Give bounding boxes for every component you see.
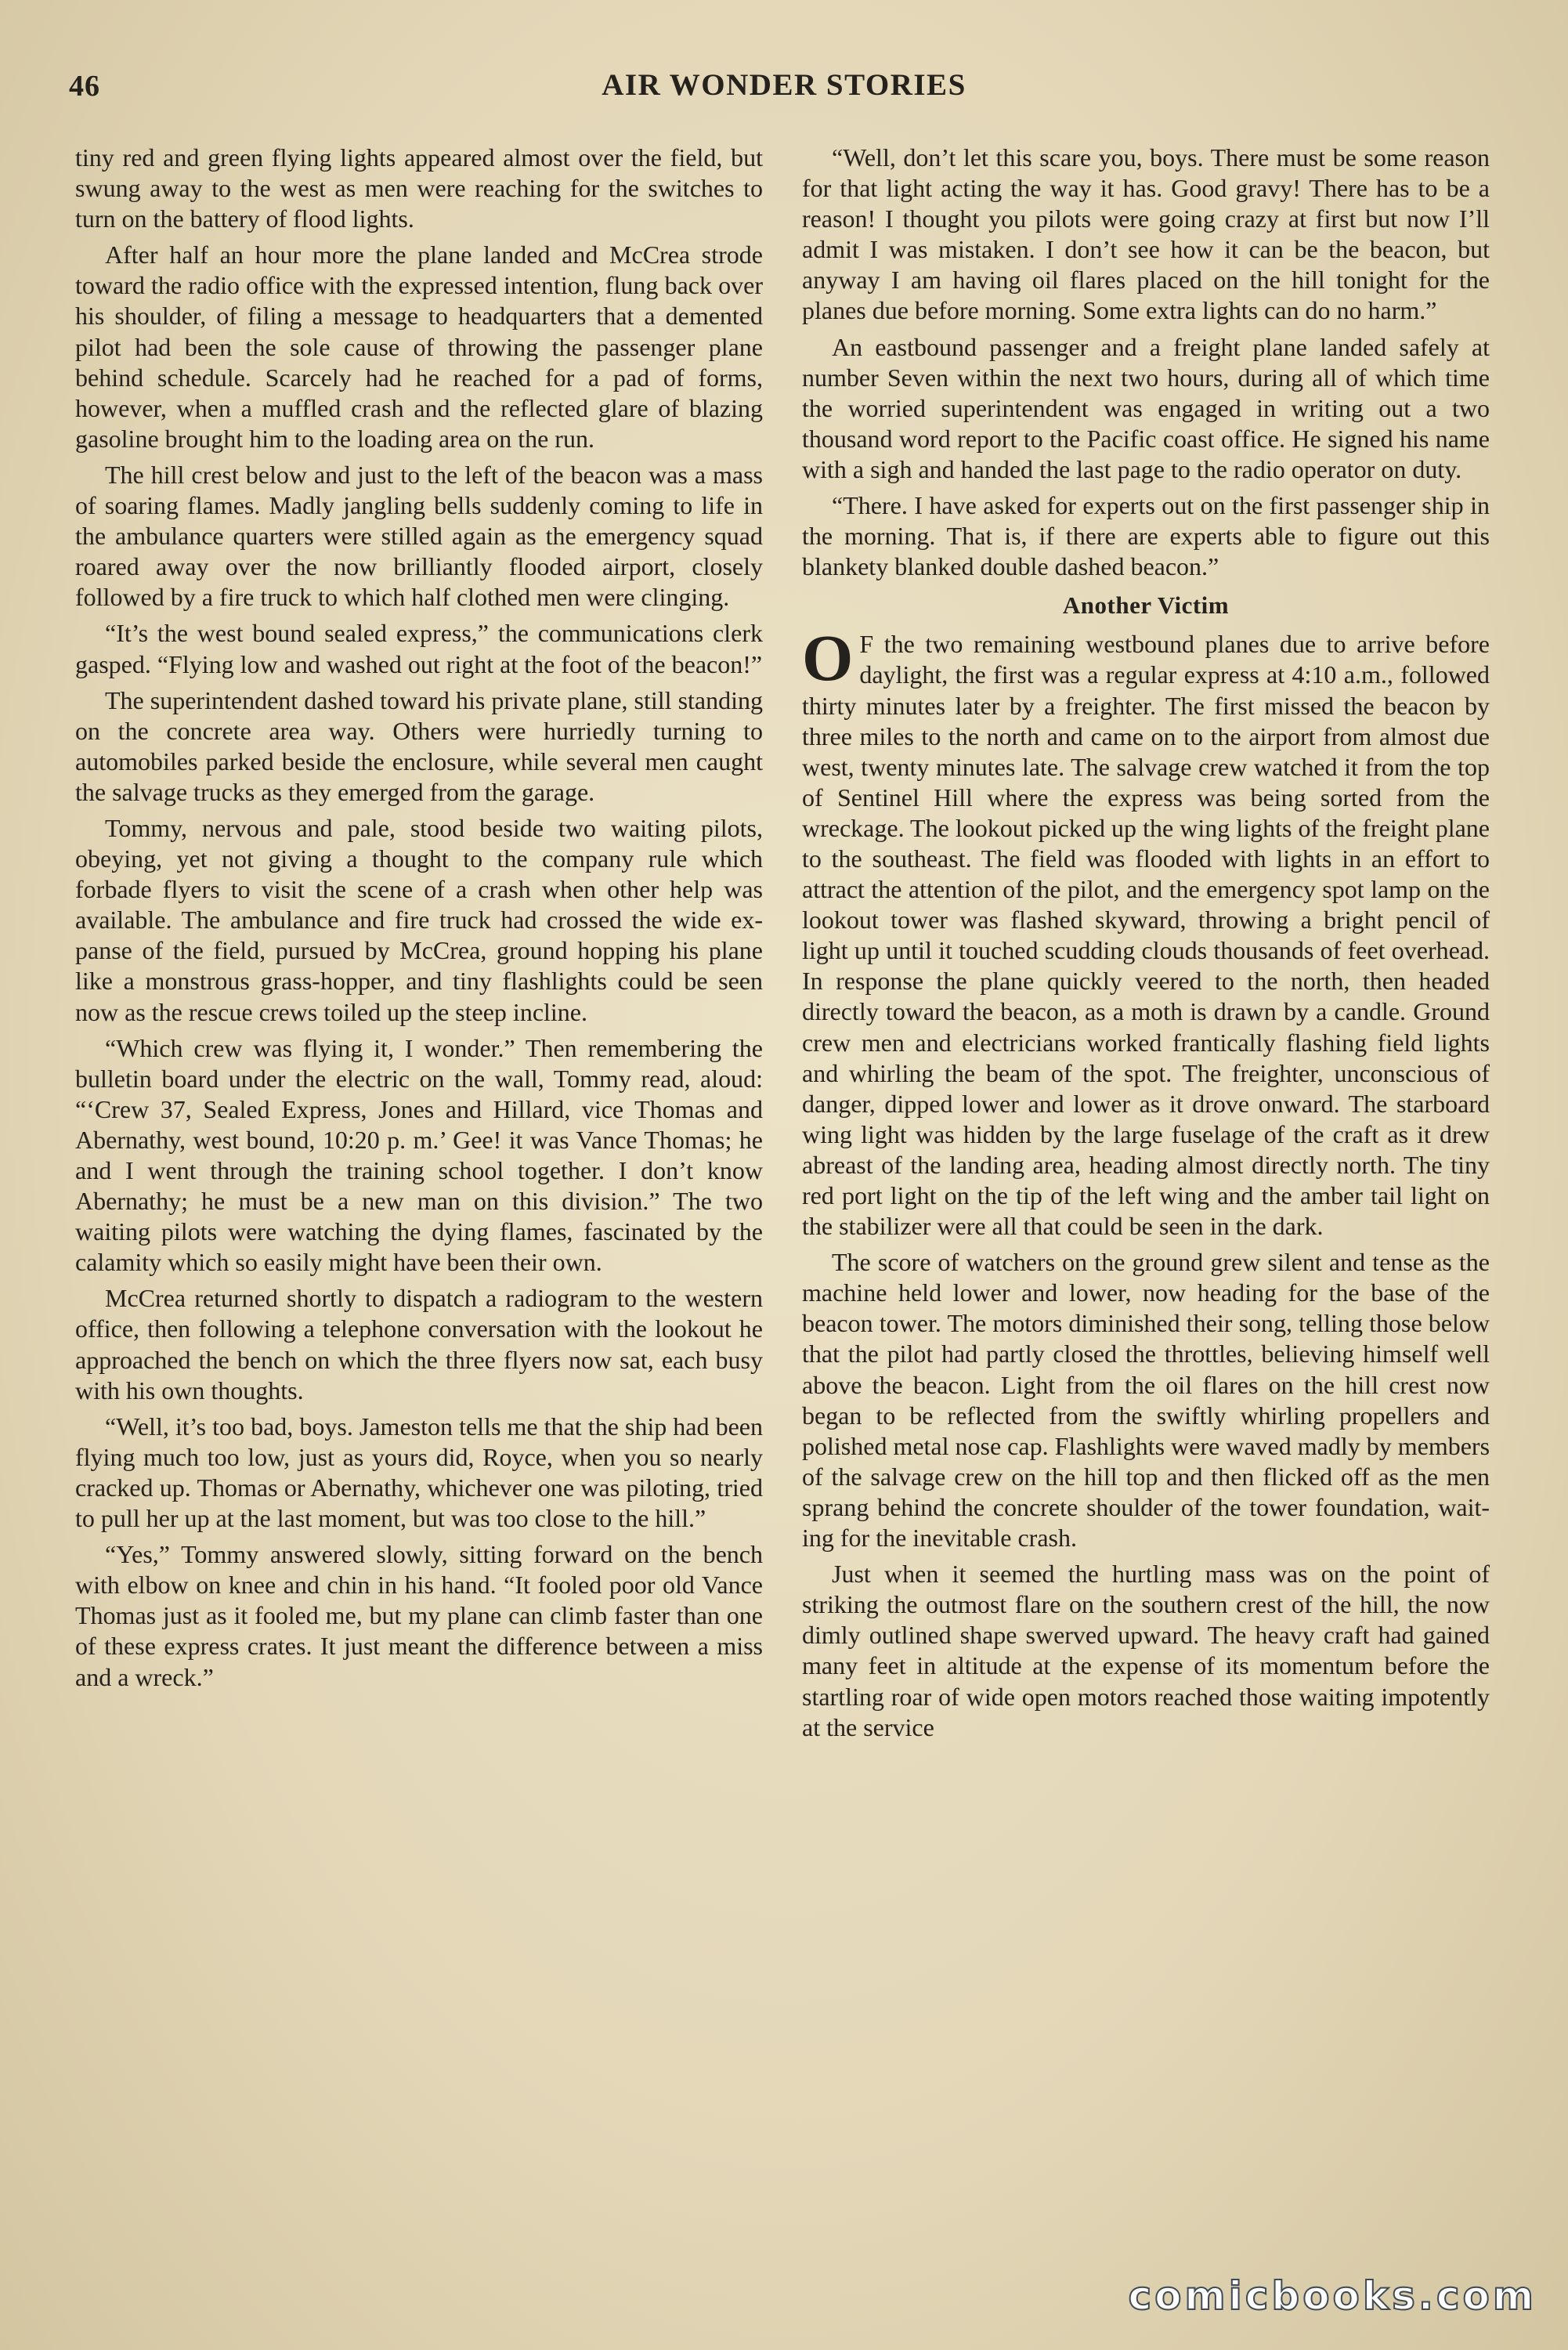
paragraph: Just when it seemed the hurtling mass was on the point of striking the outmost flare on the southern crest of the hill, the now dimly outlined shape swerved upward. The heavy craft had gained many feet in altitude at the expense of its momentum before the startling roar of wide open motors reached those waiting impotently at the service	[802, 1560, 1490, 1741]
paragraph: The hill crest below and just to the left of the beacon was a mass of soaring flames. Madly jangling bells suddenly coming to life in the ambulance quarters were stilled again as the emergency squad roared away over the now brilliantly flooded airport, closely followed by a fire truck to which half clothed men were clinging.	[75, 460, 763, 612]
paragraph: “It’s the west bound sealed express,” the communications clerk gasped. “Flying low and washed out right at the foot of the beacon!”	[75, 619, 763, 678]
opening-paragraph-text: F the two remaining westbound planes due to arrive before daylight, the first was a regular express at 4:10 a.m., followed thirty minutes later by a freighter. The first missed the beacon by three miles to the north and came on to the airport from almost due west, twenty minutes late. The salvage crew watched it from the top of Sentinel Hill where the express was being sorted from the wreckage. The lookout picked up the wing lights of the freight plane to the southeast. The field was flooded with lights in an effort to attract the attention of the pilot, and the emergency spot lamp on the lookout tower was flashed skyward, throwing a bright pencil of light up until it touched scudding clouds thousands of feet overhead. In response the plane quickly veered to the north, then headed directly toward the beacon, as a moth is drawn by a candle. Ground crew men and electricians worked frantically flashing field lights and whirling the beam of the spot. The freighter, unconscious of danger, dipped lower and lower as it drove onward. The starboard wing light was hidden by the large fuselage of the craft as it drew abreast of the landing area, heading almost directly north. The tiny red port light on the tip of the left wing and the amber tail light on the stabilizer were all that could be seen in the dark.	[802, 630, 1490, 1241]
paragraph: Tommy, nervous and pale, stood beside two waiting pilots, obeying, yet not giving a thought to the company rule which forbade flyers to visit the scene of a crash when other help was available. The ambulance and fire truck had crossed the wide expanse of the field, pursued by McCrea, ground hopping his plane like a monstrous grass-hopper, and tiny flashlights could be seen now as the rescue crews toiled up the steep incline.	[75, 813, 763, 1026]
paragraph: tiny red and green flying lights appeared almost over the field, but swung away to the west as men were reaching for the switches to turn on the battery of flood lights.	[75, 143, 763, 233]
watermark: comicbooks.com	[1128, 2273, 1537, 2319]
page-number: 46	[69, 70, 100, 103]
paragraph: McCrea returned shortly to dispatch a radiogram to the western office, then following a telephone conversation with the lookout he approached the bench on which the three flyers now sat, each busy with his own thoughts.	[75, 1284, 763, 1405]
opening-paragraph	[802, 622, 1490, 1242]
paragraph: The superintendent dashed toward his private plane, still standing on the concrete area way. Others were hurriedly turning to automobiles parked beside the enclosure, while several men caught the salvage trucks as they emerged from the garage.	[75, 685, 763, 806]
running-head: AIR WONDER STORIES	[602, 68, 966, 102]
paragraph: “Well, don’t let this scare you, boys. There must be some reason for that light acting the way it has. Good gravy! There has to be a reason! I thought you pilots were going crazy at first but now I’ll admit I was mistaken. I don’t see how it can be the beacon, but anyway I am having oil flares placed on the hill tonight for the planes due before morning. Some extra lights can do no harm.”	[802, 143, 1490, 325]
paragraph: The score of watchers on the ground grew silent and tense as the machine held lower and lower, now heading for the base of the beacon tower. The motors diminished their song, telling those below that the pilot had partly closed the throttles, believing himself well above the beacon. Light from the oil flares on the hill crest now began to be reflected from the swiftly whirling propellers and polished metal nose cap. Flashlights were waved madly by members of the salvage crew on the hill top and then flicked off as the men sprang behind the concrete shoulder of the tower foundation, waiting for the inevitable crash.	[802, 1248, 1490, 1553]
paragraph: “Yes,” Tommy answered slowly, sitting forward on the bench with elbow on knee and chin in his hand. “It fooled poor old Vance Thomas just as it fooled me, but my plane can climb faster than one of these express crates. It just meant the difference between a miss and a wreck.”	[75, 1540, 763, 1691]
paragraph: “Which crew was flying it, I wonder.” Then remembering the bulletin board under the electric on the wall, Tommy read, aloud: “‘Crew 37, Sealed Express, Jones and Hillard, vice Thomas and Abernathy, west bound, 10:20 p. m.’ Gee! it was Vance Thomas; he and I went through the training school together. I don’t know Abernathy; he must be a new man on this division.” The two waiting pilots were watching the dying flames, fascinated by the calamity which so easily might have been their own.	[75, 1033, 763, 1277]
paragraph: “Well, it’s too bad, boys. Jameston tells me that the ship had been flying much too low, just as yours did, Royce, when you so nearly cracked up. Thomas or Abernathy, whichever one was piloting, tried to pull her up at the last moment, but was too close to the hill.”	[75, 1412, 763, 1533]
section-heading: Another Victim	[1062, 591, 1230, 620]
paragraph: An eastbound passenger and a freight plane landed safely at number Seven within the next two hours, during all of which time the worried superintendent was engaged in writing out a two thousand word report to the Pacific coast office. He signed his name with a sigh and handed the last page to the radio operator on duty.	[802, 332, 1490, 483]
right-column	[802, 143, 1490, 1748]
drop-cap: O	[802, 622, 854, 696]
left-column	[75, 143, 763, 1698]
paragraph: “There. I have asked for experts out on the first passenger ship in the morning. That is, if there are experts able to figure out this blankety blanked double dashed beacon.”	[802, 491, 1490, 581]
paragraph: After half an hour more the plane landed and McCrea strode toward the radio office with the expressed intention, flung back over his shoulder, of filing a message to headquarters that a demented pilot had been the sole cause of throwing the passenger plane behind schedule. Scarcely had he reached for a pad of forms, however, when a muffled crash and the reflected glare of blazing gasoline brought him to the loading area on the run.	[75, 240, 763, 453]
